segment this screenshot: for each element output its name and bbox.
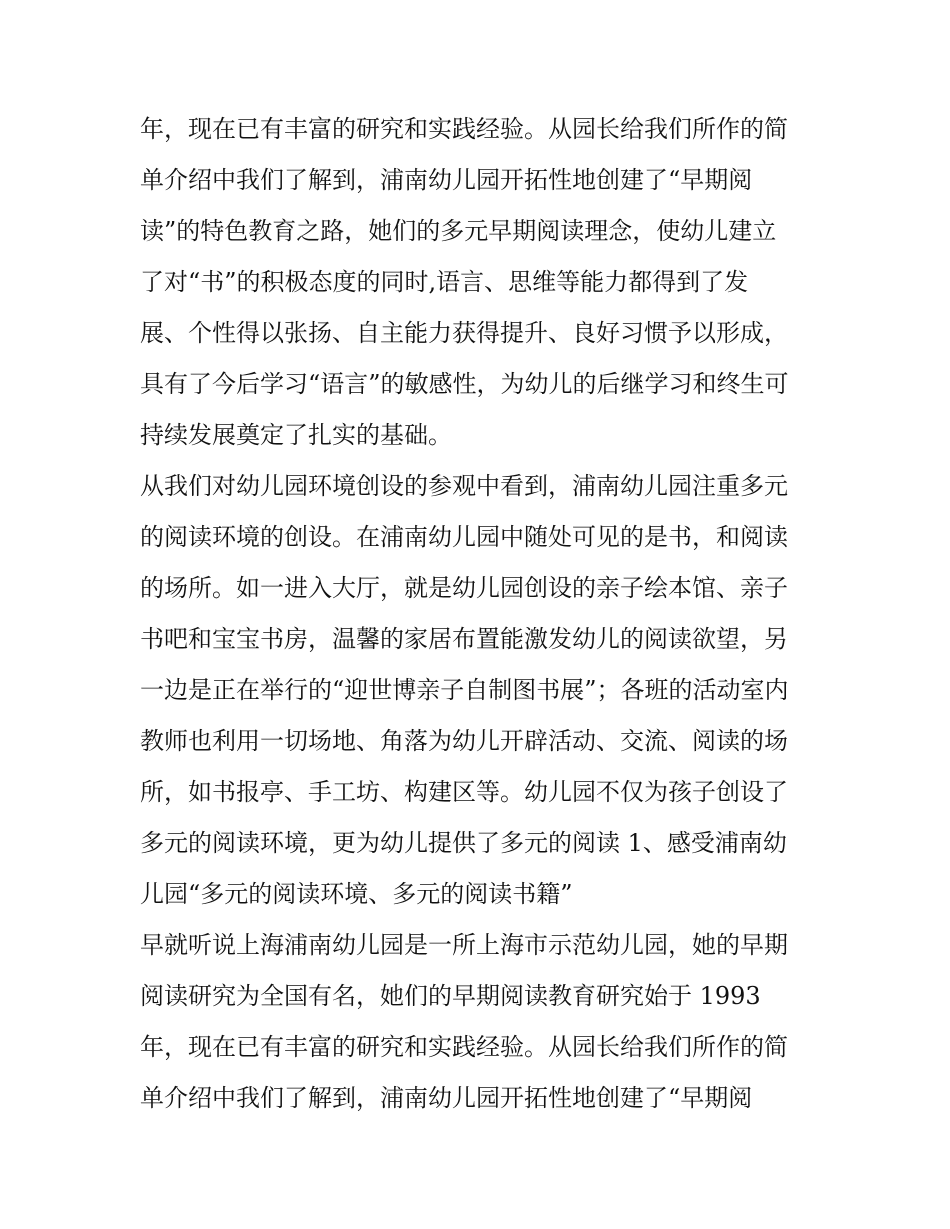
text-line: 所，如书报亭、手工坊、构建区等。幼儿园不仅为孩子创设了 [140, 778, 788, 806]
text-line: 具有了今后学习“语言”的敏感性，为幼儿的后继学习和终生可 [140, 370, 789, 398]
text-line: 书吧和宝宝书房，温馨的家居布置能激发幼儿的阅读欲望，另 [140, 625, 788, 653]
text-line: 单介绍中我们了解到，浦南幼儿园开拓性地创建了“早期阅 [140, 1084, 753, 1112]
text-line: 一边是正在举行的“迎世博亲子自制图书展”；各班的活动室内 [140, 676, 789, 704]
text-line: 了对“书”的积极态度的同时,语言、思维等能力都得到了发 [140, 268, 749, 296]
text-line: 持续发展奠定了扎实的基础。 [140, 421, 452, 449]
text-line: 的阅读环境的创设。在浦南幼儿园中随处可见的是书，和阅读 [140, 523, 788, 551]
text-line: 年，现在已有丰富的研究和实践经验。从园长给我们所作的简 [140, 115, 788, 143]
text-line: 多元的阅读环境，更为幼儿提供了多元的阅读 1、感受浦南幼 [140, 829, 787, 857]
text-line: 教师也利用一切场地、角落为幼儿开辟活动、交流、阅读的场 [140, 727, 788, 755]
text-line: 阅读研究为全国有名，她们的早期阅读教育研究始于 1993 [140, 982, 761, 1010]
text-line: 儿园“多元的阅读环境、多元的阅读书籍” [140, 880, 573, 908]
text-line: 年，现在已有丰富的研究和实践经验。从园长给我们所作的简 [140, 1033, 788, 1061]
text-line: 的场所。如一进入大厅，就是幼儿园创设的亲子绘本馆、亲子 [140, 574, 788, 602]
text-line: 读”的特色教育之路，她们的多元早期阅读理念，使幼儿建立 [140, 217, 777, 245]
text-line: 从我们对幼儿园环境创设的参观中看到，浦南幼儿园注重多元 [140, 472, 788, 500]
text-line: 展、个性得以张扬、自主能力获得提升、良好习惯予以形成， [140, 319, 788, 347]
text-line: 早就听说上海浦南幼儿园是一所上海市示范幼儿园，她的早期 [140, 931, 788, 959]
text-line: 单介绍中我们了解到，浦南幼儿园开拓性地创建了“早期阅 [140, 166, 753, 194]
body-text [140, 104, 820, 1124]
